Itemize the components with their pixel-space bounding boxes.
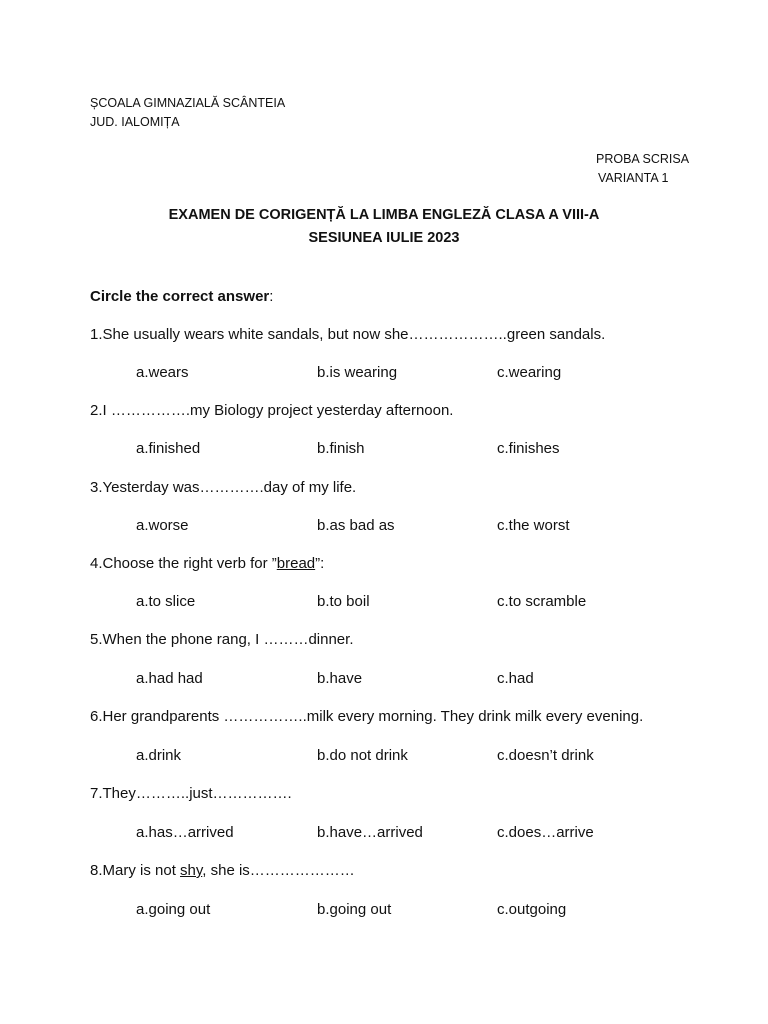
question-1-option-b[interactable]: b.is wearing [317, 364, 398, 381]
question-1-option-c[interactable]: c.wearing [497, 364, 562, 381]
question-4-option-b[interactable]: b.to boil [317, 593, 370, 610]
question-2-option-b[interactable]: b.finish [317, 440, 365, 457]
instruction-text: Circle the correct answer [90, 288, 270, 305]
question-3: 3.Yesterday was………….day of my life. [90, 479, 357, 496]
school-name: ȘCOALA GIMNAZIALĂ SCÂNTEIA [90, 96, 286, 110]
question-8-option-a[interactable]: a.going out [136, 901, 211, 918]
question-5-option-a[interactable]: a.had had [136, 670, 203, 687]
question-6-option-b[interactable]: b.do not drink [317, 747, 408, 764]
county-name: JUD. IALOMIȚA [90, 115, 180, 129]
question-5: 5.When the phone rang, I ………dinner. [90, 631, 354, 648]
question-2-option-a[interactable]: a.finished [136, 440, 201, 457]
question-3-option-a[interactable]: a.worse [136, 517, 189, 534]
question-4-keyword: bread [276, 555, 316, 572]
question-7-option-a[interactable]: a.has…arrived [136, 824, 234, 841]
test-type: PROBA SCRISA [596, 152, 690, 166]
question-8-option-c[interactable]: c.outgoing [497, 901, 567, 918]
school-header [90, 94, 285, 132]
question-8-suffix: , she is………………… [202, 862, 355, 879]
question-4-prefix: 4.Choose the right verb for ” [90, 555, 277, 572]
question-8 [90, 860, 355, 882]
question-5-option-c[interactable]: c.had [497, 670, 534, 687]
question-5-option-b[interactable]: b.have [317, 670, 363, 687]
question-2: 2.I …………….my Biology project yesterday afternoon. [90, 402, 454, 419]
question-4 [90, 553, 324, 575]
question-4-option-c[interactable]: c.to scramble [497, 593, 587, 610]
question-4-suffix: ”: [315, 555, 325, 572]
test-info [596, 150, 689, 188]
question-1-option-a[interactable]: a.wears [136, 364, 189, 381]
question-3-option-c[interactable]: c.the worst [497, 517, 570, 534]
question-2-option-c[interactable]: c.finishes [497, 440, 560, 457]
question-8-prefix: 8.Mary is not [90, 862, 181, 879]
question-8-option-b[interactable]: b.going out [317, 901, 392, 918]
exam-title-line-2: SESIUNEA IULIE 2023 [308, 230, 460, 246]
question-6-option-c[interactable]: c.doesn’t drink [497, 747, 594, 764]
exam-title [0, 204, 768, 250]
question-1: 1.She usually wears white sandals, but now she………………..green sandals. [90, 326, 606, 343]
question-6: 6.Her grandparents ……………..milk every morning. They drink milk every evening. [90, 708, 644, 725]
question-7-option-b[interactable]: b.have…arrived [317, 824, 423, 841]
question-7: 7.They………..just……………. [90, 785, 292, 802]
test-variant: VARIANTA 1 [598, 171, 669, 185]
instruction-colon: : [269, 288, 274, 305]
question-7-option-c[interactable]: c.does…arrive [497, 824, 594, 841]
question-4-option-a[interactable]: a.to slice [136, 593, 196, 610]
question-8-keyword: shy [180, 862, 203, 879]
exam-title-line-1: EXAMEN DE CORIGENȚĂ LA LIMBA ENGLEZĂ CLASA A VIII-A [168, 207, 600, 223]
instruction [90, 286, 273, 308]
question-6-option-a[interactable]: a.drink [136, 747, 182, 764]
question-3-option-b[interactable]: b.as bad as [317, 517, 395, 534]
